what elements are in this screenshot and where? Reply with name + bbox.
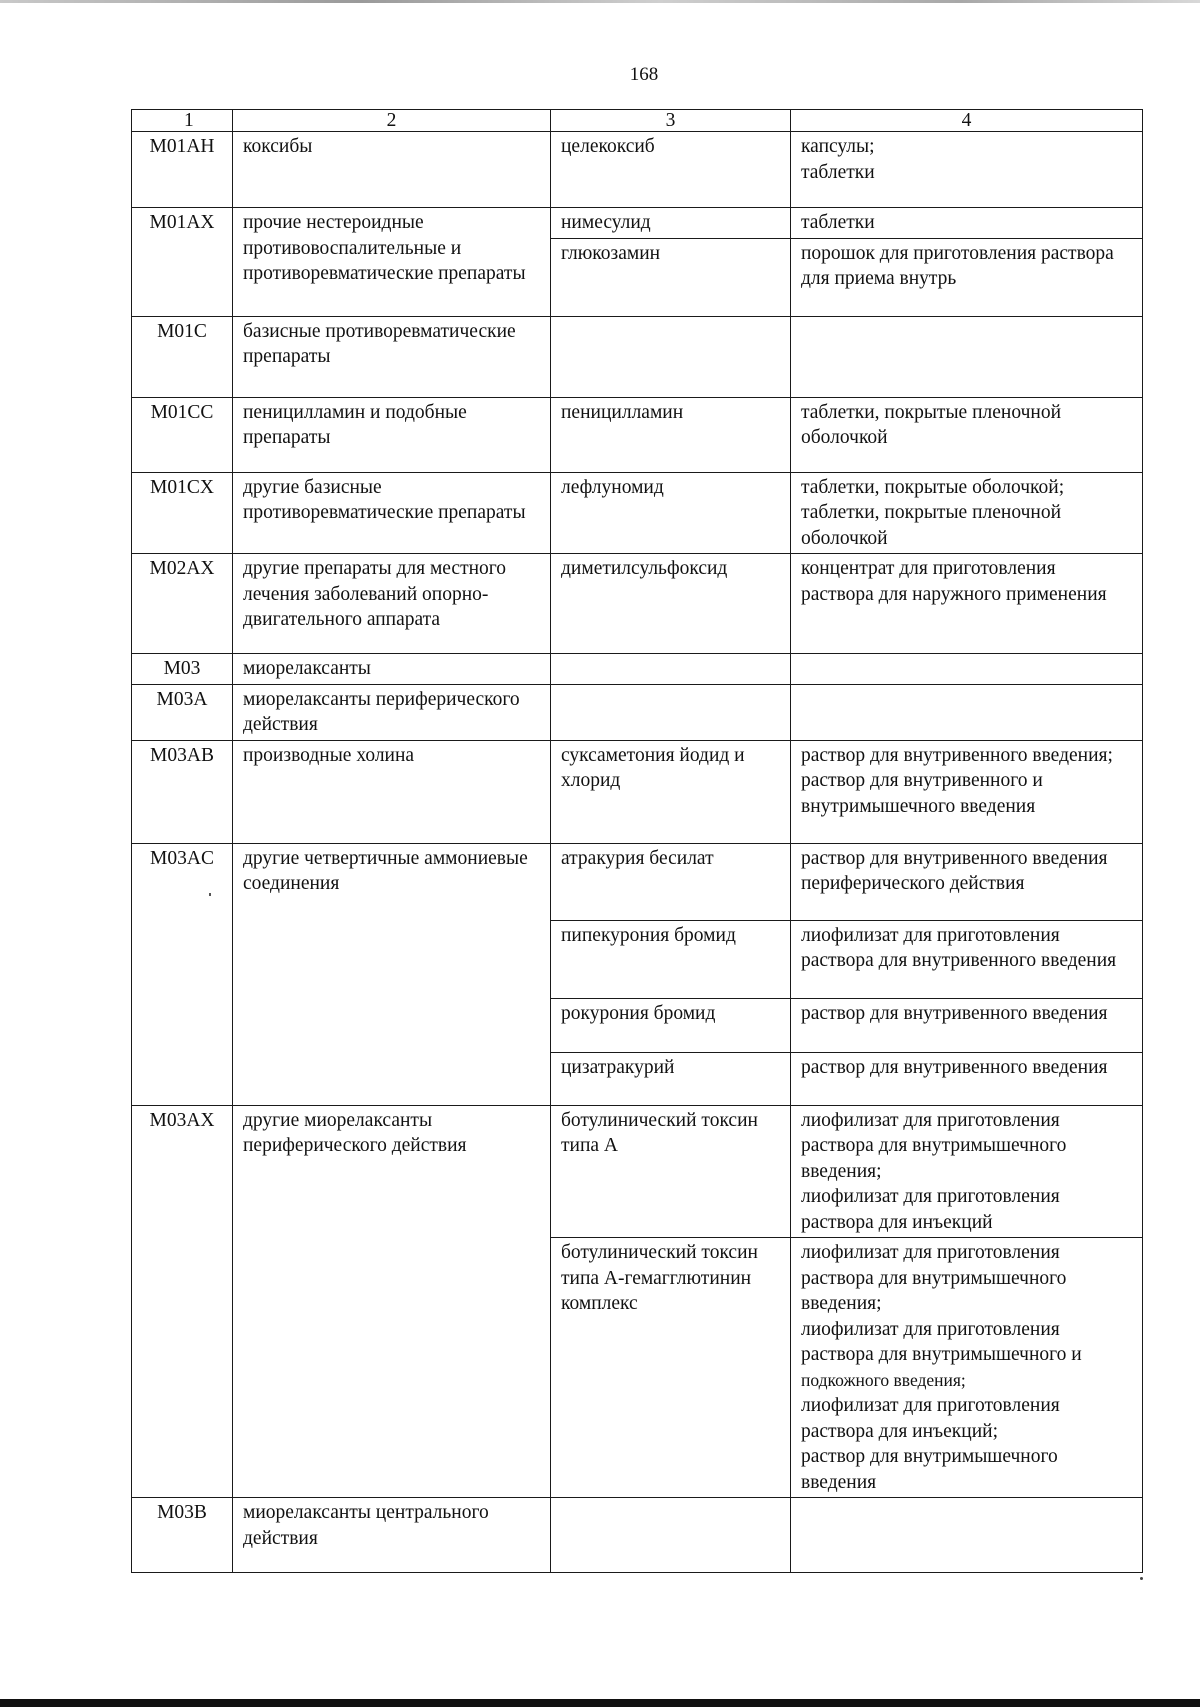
table-row	[132, 1498, 1143, 1573]
dosage-forms: таблетки, покрытые оболочкой; таблетки, покрытые пленочной оболочкой	[791, 472, 1143, 554]
table-row	[132, 316, 1143, 397]
group-name: коксибы	[233, 132, 551, 208]
substance-name: целекоксиб	[551, 132, 791, 208]
group-name: другие препараты для местного лечения заболеваний опорно-двигательного аппарата	[233, 554, 551, 654]
atc-code: M02AX	[132, 554, 233, 654]
table-row	[132, 740, 1143, 843]
substance-name: атракурия бесилат	[551, 843, 791, 920]
dosage-forms: раствор для внутривенного введения периферического действия	[791, 843, 1143, 920]
scan-artifact-dot	[1140, 1577, 1143, 1580]
scan-border-bottom	[0, 1699, 1200, 1707]
page-number: 168	[629, 64, 659, 85]
table-row	[132, 1105, 1143, 1238]
dosage-forms: таблетки, покрытые пленочной оболочкой	[791, 397, 1143, 472]
table-row	[132, 208, 1143, 239]
substance-name: суксаметония йодид и хлорид	[551, 740, 791, 843]
dosage-forms: концентрат для приготовления раствора для наружного применения	[791, 554, 1143, 654]
substance-name: цизатракурий	[551, 1052, 791, 1105]
group-name: миорелаксанты	[233, 654, 551, 685]
atc-code: M03B	[132, 1498, 233, 1573]
dosage-forms: раствор для внутривенного введения	[791, 998, 1143, 1052]
group-name: пеницилламин и подобные препараты	[233, 397, 551, 472]
column-number: 4	[791, 110, 1143, 132]
table-row	[132, 472, 1143, 554]
substance-name: ботулинический токсин типа А-гемагглютинин комплекс	[551, 1238, 791, 1498]
substance-name: пипекурония бромид	[551, 920, 791, 998]
substance-name: лефлуномид	[551, 472, 791, 554]
atc-code: M03A	[132, 684, 233, 740]
atc-code: M03AB	[132, 740, 233, 843]
dosage-forms	[791, 1238, 1143, 1498]
group-name: другие четвертичные аммониевые соединения	[233, 843, 551, 1105]
group-name: прочие нестероидные противовоспалительные и противоревматические препараты	[233, 208, 551, 317]
atc-code: M01AX	[132, 208, 233, 317]
dosage-forms-part: лиофилизат для приготовления раствора для внутримышечного введения; лиофилизат для приготовления раствора для внутримышечного и	[801, 1242, 1082, 1365]
table-row	[132, 554, 1143, 654]
substance-name	[551, 1498, 791, 1573]
group-name: другие миорелаксанты периферического действия	[233, 1105, 551, 1498]
column-number: 3	[551, 110, 791, 132]
group-name: другие базисные противоревматические препараты	[233, 472, 551, 554]
table-row	[132, 397, 1143, 472]
atc-code: M03	[132, 654, 233, 685]
dosage-forms: раствор для внутривенного введения	[791, 1052, 1143, 1105]
column-number: 1	[132, 110, 233, 132]
dosage-forms	[791, 654, 1143, 685]
group-name: миорелаксанты периферического действия	[233, 684, 551, 740]
dosage-forms: раствор для внутривенного введения; раствор для внутривенного и внутримышечного введения	[791, 740, 1143, 843]
group-name: миорелаксанты центрального действия	[233, 1498, 551, 1573]
atc-code: M01C	[132, 316, 233, 397]
column-number: 2	[233, 110, 551, 132]
group-name: базисные противоревматические препараты	[233, 316, 551, 397]
substance-name: глюкозамин	[551, 238, 791, 316]
substance-name	[551, 316, 791, 397]
dosage-forms-part: лиофилизат для приготовления раствора для инъекций; раствор для внутримышечного введения	[801, 1395, 1060, 1493]
atc-code: M01AH	[132, 132, 233, 208]
table-row	[132, 684, 1143, 740]
dosage-forms: лиофилизат для приготовления раствора для внутримышечного введения; лиофилизат для приготовления раствора для инъекций	[791, 1105, 1143, 1238]
dosage-forms	[791, 316, 1143, 397]
table-row	[132, 843, 1143, 920]
dosage-forms	[791, 684, 1143, 740]
substance-name: диметилсульфоксид	[551, 554, 791, 654]
dosage-forms	[791, 1498, 1143, 1573]
medication-table	[131, 109, 1143, 1573]
substance-name: нимесулид	[551, 208, 791, 239]
atc-code: M01CX	[132, 472, 233, 554]
dosage-forms: капсулы; таблетки	[791, 132, 1143, 208]
atc-code: M01CC	[132, 397, 233, 472]
group-name: производные холина	[233, 740, 551, 843]
dosage-forms: лиофилизат для приготовления раствора для внутривенного введения	[791, 920, 1143, 998]
atc-code: M03AX	[132, 1105, 233, 1498]
substance-name: пеницилламин	[551, 397, 791, 472]
dosage-forms: таблетки	[791, 208, 1143, 239]
substance-name: рокурония бромид	[551, 998, 791, 1052]
table-row	[132, 654, 1143, 685]
dosage-forms-part: подкожного введения;	[801, 1369, 966, 1390]
substance-name: ботулинический токсин типа А	[551, 1105, 791, 1238]
substance-name	[551, 654, 791, 685]
dosage-forms: порошок для приготовления раствора для приема внутрь	[791, 238, 1143, 316]
table-row	[132, 132, 1143, 208]
substance-name	[551, 684, 791, 740]
atc-code: M03AC	[132, 843, 233, 1105]
scan-border-top	[0, 0, 1200, 3]
column-number-row	[132, 110, 1143, 132]
